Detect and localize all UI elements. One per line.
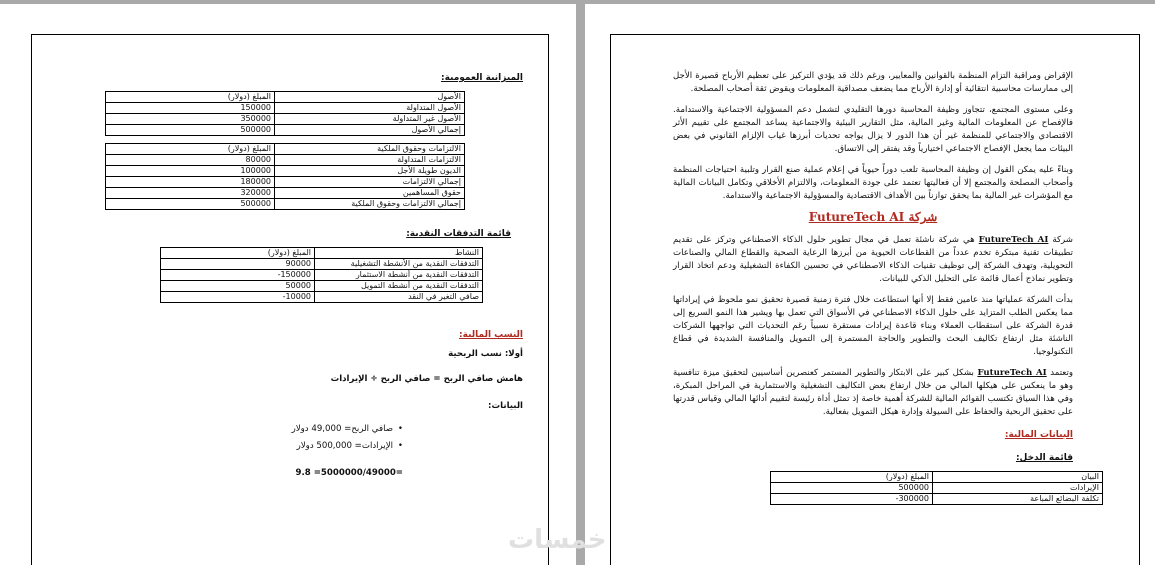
table-cell: 500000 <box>106 199 275 210</box>
margin-formula: هامش صافي الربح = صافي الربح ÷ الإيرادات <box>330 374 523 384</box>
data-list <box>40 423 403 453</box>
table-cell: البيان <box>933 472 1103 483</box>
table-cell: صافي التغير في النقد <box>315 292 483 303</box>
table-cell: التدفقات النقدية من أنشطة الاستثمار <box>315 270 483 281</box>
table-row <box>106 155 465 166</box>
table-cell: 150000 <box>106 103 275 114</box>
table-cell: 320000 <box>106 188 275 199</box>
brand-name: FutureTech AI <box>978 235 1049 245</box>
table-cell: النشاط <box>315 248 483 259</box>
table-cell: المبلغ (دولار) <box>771 472 933 483</box>
table-cell: -10000 <box>161 292 315 303</box>
income-statement-heading: قائمة الدخل: <box>1015 453 1073 463</box>
table-row <box>161 281 483 292</box>
table-cell: الأصول <box>275 92 465 103</box>
table-row <box>106 188 465 199</box>
balance-sheet-heading: الميزانية العمومية: <box>440 73 523 83</box>
ratio-result: 9.8 =5000000/49000= <box>295 468 403 478</box>
table-row <box>771 483 1103 494</box>
table-row <box>771 494 1103 505</box>
list-item: • الإيرادات= 500,000 دولار <box>40 440 403 453</box>
table-cell: 90000 <box>161 259 315 270</box>
table-cell: إجمالي الأصول <box>275 125 465 136</box>
table-cell: تكلفة البضائع المباعة <box>933 494 1103 505</box>
table-cell: 350000 <box>106 114 275 125</box>
data-label: البيانات: <box>488 401 523 411</box>
table-row <box>161 270 483 281</box>
table-row <box>106 177 465 188</box>
brand-name: FutureTech AI <box>977 368 1047 378</box>
table-cell: الإيرادات <box>933 483 1103 494</box>
paragraph: شركة FutureTech AI هي شركة ناشئة تعمل في مجال تطوير حلول الذكاء الاصطناعي وتركز على تقديم تطبيقات تقنية مبتكرة تخدم عدداً من القطاعات الحيوية من أبرزها الرعاية الصحية والقطاع المالي والصناعات التحويلية، وتهدف الشركة إلى توظيف تقنيات الذكاء الاصطناعي في تحسين الكفاءة التشغيلية ودعم اتخاذ القرار وتطوير نماذج أعمال قائمة على التحليل الذكي للبيانات. <box>673 235 1073 284</box>
paragraph: الإقراض ومراقبة التزام المنظمة بالقوانين والمعايير، ورغم ذلك قد يؤدي التركيز على تعظيم الأرباح قصيرة الأجل إلى ممارسات محاسبية انتقائية أو إدارة الأرباح مما يضعف مصداقية المعلومات ويقوض ثقة أصحاب المصلحة. <box>673 71 1073 94</box>
table-cell: 100000 <box>106 166 275 177</box>
table-row <box>161 292 483 303</box>
table-cell: -300000 <box>771 494 933 505</box>
table-cell: إجمالي الالتزامات <box>275 177 465 188</box>
cashflow-table <box>160 247 483 303</box>
company-title: شركة FutureTech AI <box>808 210 938 224</box>
table-row <box>161 259 483 270</box>
paragraph: وبناءً عليه يمكن القول إن وظيفة المحاسبة تلعب دوراً حيوياً في إعلام عملية صنع القرار وتلبية احتياجات المنظمة وأصحاب المصلحة والمجتمع إلا أن فعاليتها تعتمد على جودة المعلومات، والالتزام الأخلاقي وتكامل البيانات المالية مع المؤشرات غير المالية بما يحقق توازناً بين الأهداف الاقتصادية والمسؤولية الاجتماعية والاستدامة. <box>673 165 1073 201</box>
table-cell: الديون طويلة الأجل <box>275 166 465 177</box>
table-cell: حقوق المساهمين <box>275 188 465 199</box>
table-row <box>106 125 465 136</box>
watermark-logo: خمسات <box>508 525 607 555</box>
table-cell: 50000 <box>161 281 315 292</box>
paragraph: وعلى مستوى المجتمع، تتجاوز وظيفة المحاسبة دورها التقليدي لتشمل دعم المسؤولية الاجتماعية والاستدامة. فالإفصاح عن المعلومات المالية وغير المالية، مثل التقارير البيئية والاجتماعية يساعد المجتمع على تقييم الأثر الاقتصادي والاجتماعي للمنظمة غير أن هذا الدور لا يزال يواجه تحديات أبرزها غياب الإلزام القانوني في بعض البيئات مما يجعل الإفصاح الاجتماعي اختيارياً وقد يفتقر إلى الاتساق. <box>673 105 1073 154</box>
table-spacer-row <box>106 136 465 144</box>
balance-sheet-table <box>105 91 465 210</box>
table-row <box>106 103 465 114</box>
table-row <box>106 114 465 125</box>
document-page-left <box>0 4 576 565</box>
table-cell: 500000 <box>771 483 933 494</box>
table-cell: الأصول المتداولة <box>275 103 465 114</box>
table-cell: 500000 <box>106 125 275 136</box>
page-content <box>673 70 1099 505</box>
table-cell: التدفقات النقدية من الأنشطة التشغيلية <box>315 259 483 270</box>
financial-data-heading: البيانات المالية: <box>1004 430 1073 440</box>
cashflow-heading: قائمة التدفقات النقدية: <box>406 229 511 239</box>
table-cell: -150000 <box>161 270 315 281</box>
page-content <box>40 72 523 480</box>
table-cell: الأصول غير المتداولة <box>275 114 465 125</box>
income-statement-table <box>770 471 1103 505</box>
table-cell: التدفقات النقدية من أنشطة التمويل <box>315 281 483 292</box>
table-cell: إجمالي الالتزامات وحقوق الملكية <box>275 199 465 210</box>
table-header-row <box>106 144 465 155</box>
table-cell: المبلغ (دولار) <box>106 92 275 103</box>
table-row <box>106 199 465 210</box>
list-item: • صافي الربح= 49,000 دولار <box>40 423 403 436</box>
table-header-row <box>161 248 483 259</box>
table-header-row <box>106 92 465 103</box>
profitability-subheading: أولا: نسب الربحية <box>448 349 523 359</box>
table-cell: المبلغ (دولار) <box>106 144 275 155</box>
paragraph: وتعتمد FutureTech AI بشكل كبير على الابتكار والتطوير المستمر كعنصرين أساسيين لتحقيق ميزة تنافسية وهو ما ينعكس على هيكلها المالي من خلال ارتفاع بعض التكاليف التشغيلية والاستثمارية في المراحل المبكرة، وفي هذا السياق تكتسب القوائم المالية للشركة أهمية خاصة إذ تمثل أداة رئيسة لتقييم أدائها المالي وقياس قدرتها على تحقيق الربحية والحفاظ على السيولة وإدارة هيكل التمويل بفعالية. <box>673 368 1073 417</box>
financial-ratios-heading: النسب المالية: <box>459 330 523 340</box>
table-cell: 180000 <box>106 177 275 188</box>
table-cell: 80000 <box>106 155 275 166</box>
document-page-right <box>585 4 1155 565</box>
table-cell: الالتزامات وحقوق الملكية <box>275 144 465 155</box>
table-cell: الالتزامات المتداولة <box>275 155 465 166</box>
table-cell: المبلغ (دولار) <box>161 248 315 259</box>
paragraph: بدأت الشركة عملياتها منذ عامين فقط إلا أنها استطاعت خلال فترة زمنية قصيرة تحقيق نمو ملحوظ في إيراداتها مما يعكس الطلب المتزايد على حلول الذكاء الاصطناعي في الأسواق التي تعمل بها ويشير هذا النمو السريع إلى قدرة الشركة على استقطاب العملاء وبناء قاعدة إيرادات مستقرة نسبياً رغم التحديات التي تواجهها الشركات الناشئة مثل ارتفاع تكاليف البحث والتطوير والحاجة المستمرة إلى التمويل والمنافسة الشديدة في قطاع التكنولوجيا. <box>673 295 1073 357</box>
table-row <box>106 166 465 177</box>
table-header-row <box>771 472 1103 483</box>
